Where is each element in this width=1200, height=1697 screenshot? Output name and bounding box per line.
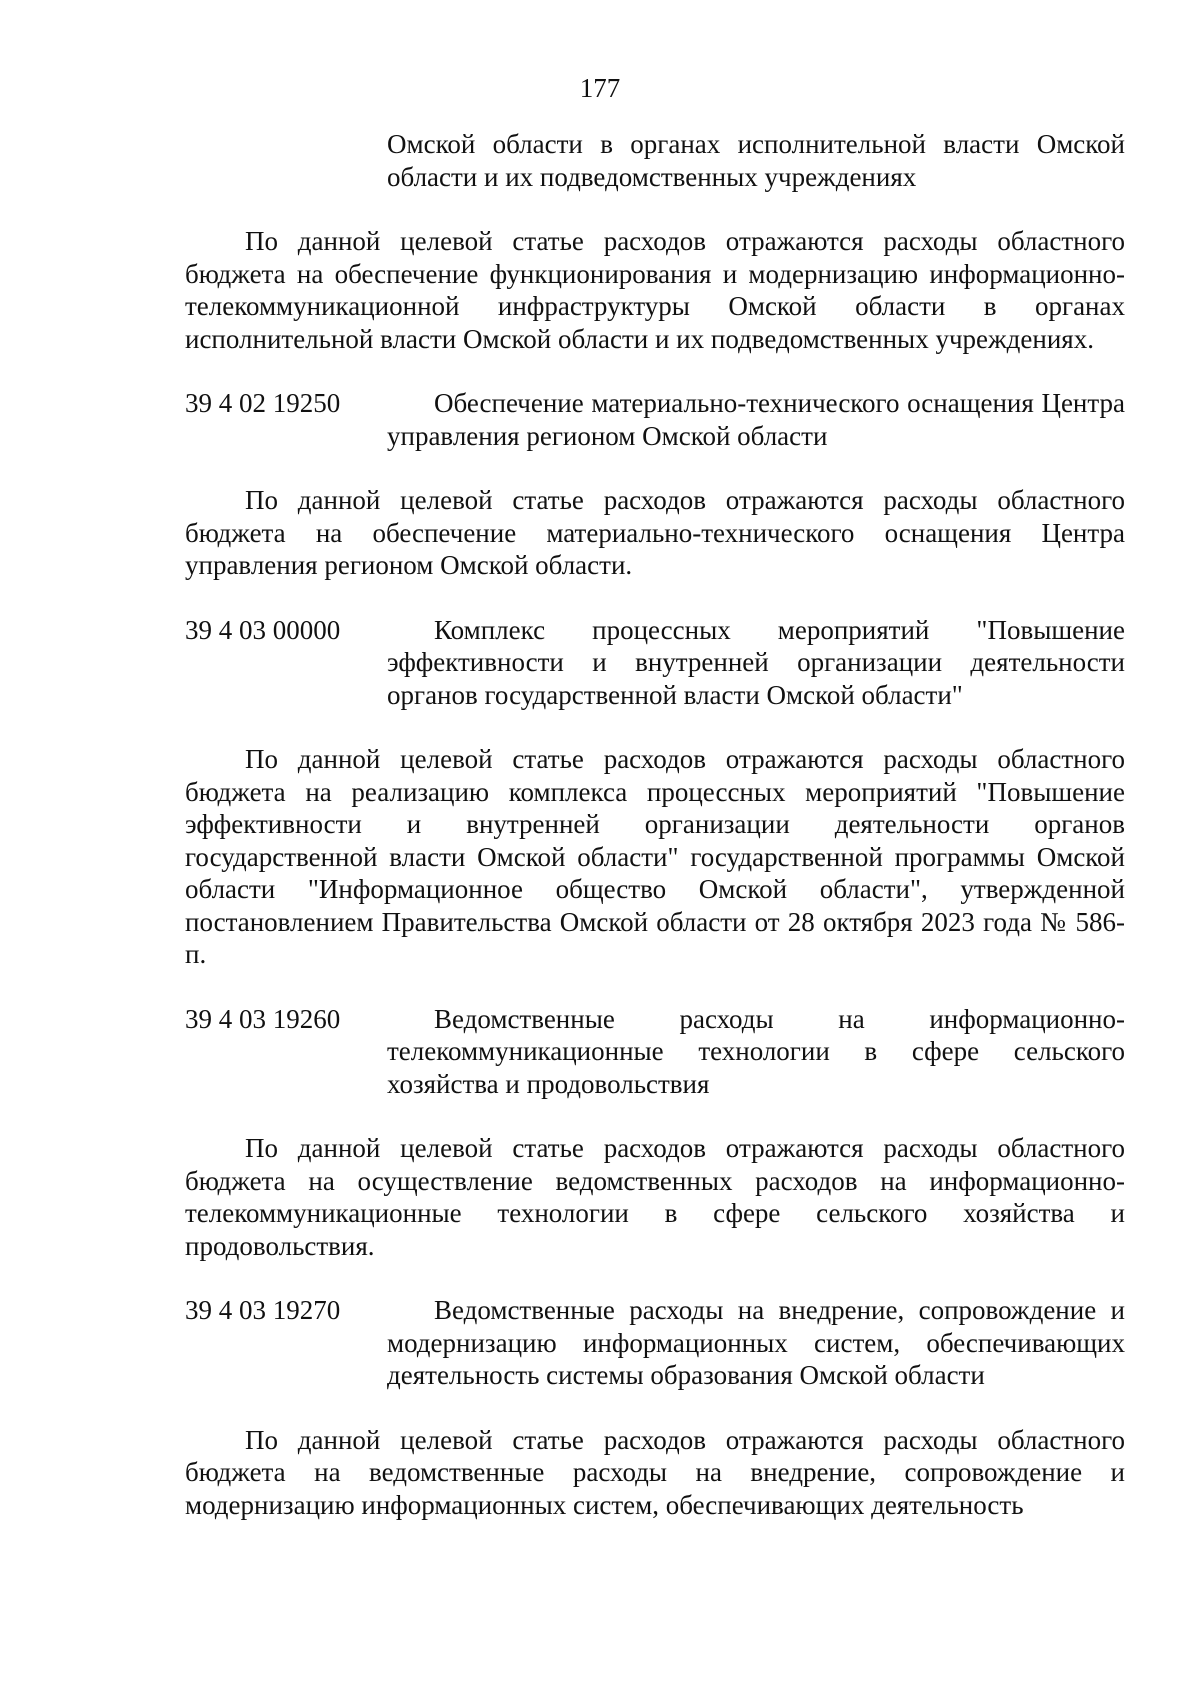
budget-item: [185, 387, 1125, 452]
budget-item-title: Омской области в органах исполнительной власти Омской области и их подведомственных учреждениях: [387, 129, 1125, 192]
description-paragraph: По данной целевой статье расходов отражаются расходы областного бюджета на осуществление ведомственных расходов на информационно-телекоммуникационные технологии в сфере сельского хозяйства и продовольствия.: [185, 1133, 1125, 1261]
page-number: 177: [579, 73, 621, 103]
budget-item-title: Обеспечение материально-технического оснащения Центра управления регионом Омской области: [387, 388, 1125, 451]
budget-item: [185, 614, 1125, 712]
description-paragraph: По данной целевой статье расходов отражаются расходы областного бюджета на обеспечение материально-технического оснащения Центра управления регионом Омской области.: [185, 485, 1125, 580]
budget-item: [185, 1003, 1125, 1101]
description-paragraph: По данной целевой статье расходов отражаются расходы областного бюджета на ведомственные расходы на внедрение, сопровождение и модернизацию информационных систем, обеспечивающих деятельность: [185, 1424, 1125, 1520]
document-body: [185, 128, 1125, 1521]
budget-code: 39 4 02 19250: [185, 388, 341, 418]
description-paragraph: По данной целевой статье расходов отражаются расходы областного бюджета на обеспечение функционирования и модернизацию информационно-телекоммуникационной инфраструктуры Омской области в органах исполнительной власти Омской области и их подведомственных учреждениях.: [185, 226, 1125, 354]
budget-item-title: Ведомственные расходы на информационно-телекоммуникационные технологии в сфере сельского хозяйства и продовольствия: [387, 1003, 1125, 1099]
budget-item-title: Ведомственные расходы на внедрение, сопровождение и модернизацию информационных систем, обеспечивающих деятельность системы образования Омской области: [387, 1295, 1125, 1390]
budget-item-continuation: [185, 128, 1125, 193]
budget-item-title: Комплекс процессных мероприятий "Повышение эффективности и внутренней организации деятельности органов государственной власти Омской области": [387, 614, 1125, 710]
description-paragraph: По данной целевой статье расходов отражаются расходы областного бюджета на реализацию комплекса процессных мероприятий "Повышение эффективности и внутренней организации деятельности органов государственной власти Омской области" государственной программы Омской области "Информационное общество Омской области", утвержденной постановлением Правительства Омской области от 28 октября 2023 года № 586-п.: [185, 744, 1125, 969]
budget-code: 39 4 03 19260: [185, 1003, 341, 1034]
budget-item: [185, 1294, 1125, 1392]
budget-code: 39 4 03 19270: [185, 1295, 341, 1325]
budget-code: 39 4 03 00000: [185, 614, 341, 645]
